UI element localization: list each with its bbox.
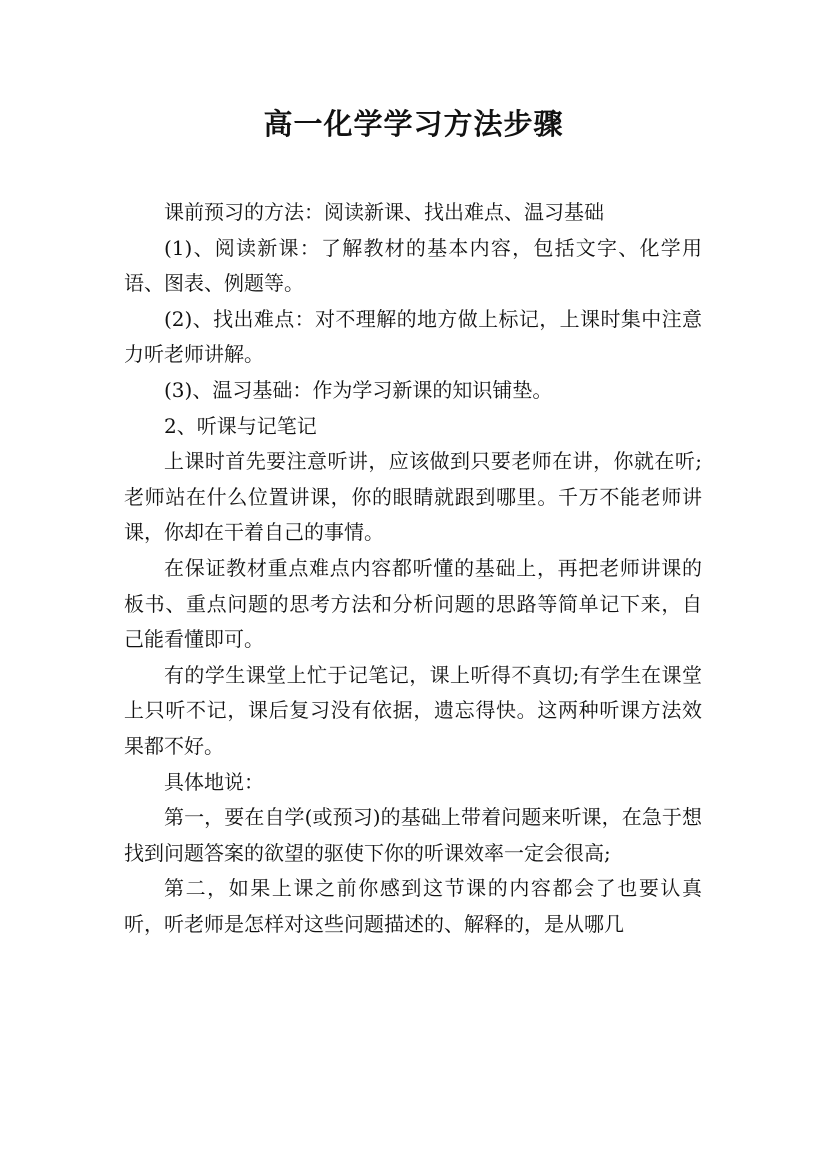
document-body — [124, 195, 702, 942]
paragraph-take-notes: 在保证教材重点难点内容都听懂的基础上，再把老师讲课的板书、重点问题的思考方法和分析问题的思路等简单记下来，自己能看懂即可。 — [124, 555, 702, 652]
paragraph-preview-methods: 课前预习的方法：阅读新课、找出难点、温习基础 — [164, 200, 604, 224]
paragraph-listen-attentively: 上课时首先要注意听讲，应该做到只要老师在讲，你就在听;老师站在什么位置讲课，你的眼睛就跟到哪里。千万不能老师讲课，你却在干着自己的事情。 — [124, 449, 702, 545]
paragraph-bad-habits: 有的学生课堂上忙于记笔记，课上听得不真切;有学生在课堂上只听不记，课后复习没有依据，遗忘得快。这两种听课方法效果都不好。 — [124, 662, 702, 758]
paragraph-review-basics: (3)、温习基础：作为学习新课的知识铺垫。 — [164, 377, 553, 402]
paragraph-specifically: 具体地说： — [164, 769, 264, 794]
document-title: 高一化学学习方法步骤 — [263, 107, 564, 141]
paragraph-read-new-lesson: (1)、阅读新课：了解教材的基本内容，包括文字、化学用语、图表、例题等。 — [124, 235, 702, 296]
paragraph-find-difficulties: (2)、找出难点：对不理解的地方做上标记，上课时集中注意力听老师讲解。 — [124, 306, 702, 367]
paragraph-second-point: 第二，如果上课之前你感到这节课的内容都会了也要认真听，听老师是怎样对这些问题描述的、解释的，是从哪几 — [124, 876, 702, 936]
section-heading-listening-notes: 2、听课与记笔记 — [164, 413, 317, 438]
paragraph-first-point: 第一，要在自学(或预习)的基础上带着问题来听课，在急于想找到问题答案的欲望的驱使下你的听课效率一定会很高; — [124, 805, 702, 865]
